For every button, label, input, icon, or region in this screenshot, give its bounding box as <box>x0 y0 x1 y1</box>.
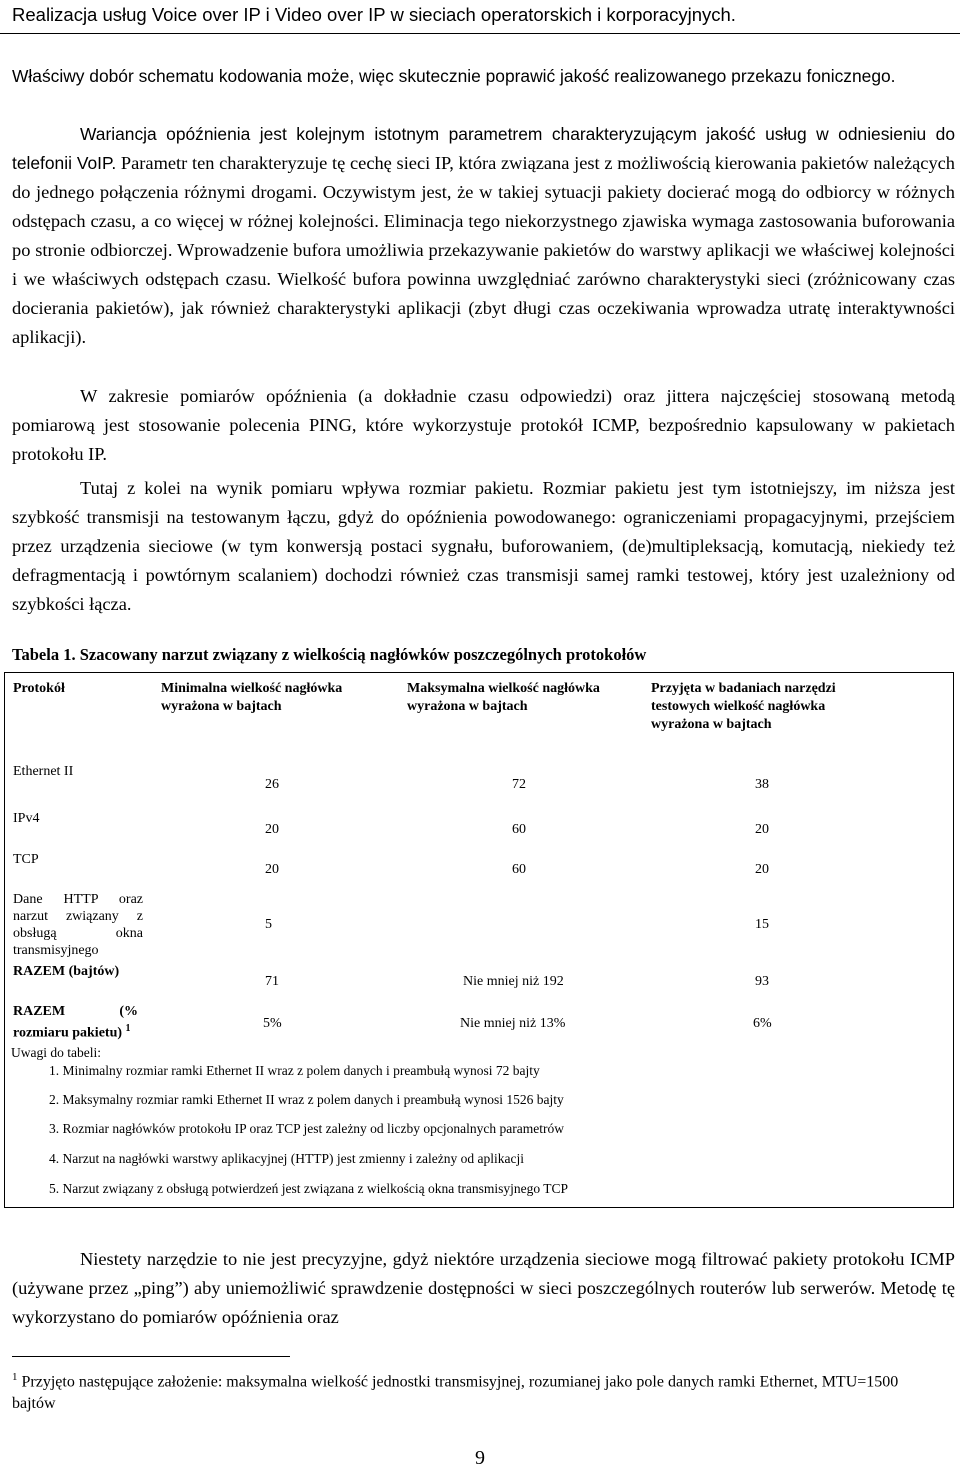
cell-min: 20 <box>265 862 279 877</box>
paragraph-2 <box>12 120 955 352</box>
paragraph-3 <box>12 382 955 469</box>
table-notes-title: Uwagi do tabeli: <box>11 1045 101 1060</box>
paragraph-1 <box>12 62 955 91</box>
cell-min: 5 <box>265 917 272 932</box>
row-label: RAZEM (bajtów) <box>13 964 120 979</box>
running-header <box>0 0 960 34</box>
cell-used: 20 <box>755 862 769 877</box>
footnote-separator <box>12 1356 290 1357</box>
table-note: 2. Maksymalny rozmiar ramki Ethernet II wraz z polem danych i preambułą wynosi 1526 bajty <box>49 1092 564 1107</box>
paragraph-2-sans-text: Wariancja opóźnienia jest kolejnym istotnym parametrem charakteryzującym jakość usług w odniesieniu do telefonii VoIP. <box>12 124 955 173</box>
footnote-marker: 1 <box>12 1371 18 1383</box>
running-header-title: Realizacja usług Voice over IP i Video over IP w sieciach operatorskich i korporacyjnych. <box>12 4 736 25</box>
column-header-max: Maksymalna wielkość nagłówka wyrażona w bajtach <box>407 681 600 714</box>
column-header-used: Przyjęta w badaniach narzędzi testowych wielkość nagłówka wyrażona w bajtach <box>651 681 836 732</box>
table-note: 1. Minimalny rozmiar ramki Ethernet II wraz z polem danych i preambułą wynosi 72 bajty <box>49 1063 540 1078</box>
cell-min: 20 <box>265 822 279 837</box>
footnote <box>12 1366 942 1415</box>
cell-used: 20 <box>755 822 769 837</box>
paragraph-4-text: Tutaj z kolei na wynik pomiaru wpływa rozmiar pakietu. Rozmiar pakietu jest tym istotniejszy, im niższa jest szybkość transmisji na testowanym łączu, gdyż do opóźnienia powodowanego: ograniczeniami propagacyjnymi, przejściem przez urządzenia sieciowe (w tym konwersją postaci sygnału, buforowaniem, (de)multipleksacją, komutacją, niekiedy też defragmentacją i powtórnym scalaniem) dochodzi również czas transmisji samej ramki testowej, który jest uzależniony od szybkości łącza. <box>12 478 955 614</box>
row-label: IPv4 <box>13 811 40 826</box>
cell-used: 38 <box>755 777 769 792</box>
header-overhead-table <box>4 672 954 1208</box>
paragraph-5-text: Niestety narzędzie to nie jest precyzyjne, gdyż niektóre urządzenia sieciowe mogą filtrować pakiety protokołu ICMP (używane przez „ping”) aby uniemożliwić sprawdzenie dostępności w sieci poszczególnych routerów lub serwerów. Metodę tę wykorzystano do pomiarów opóźnienia oraz <box>12 1249 955 1327</box>
row-label-sup: 1 <box>125 1023 131 1034</box>
page-number: 9 <box>475 1447 485 1469</box>
paragraph-5 <box>12 1245 955 1332</box>
cell-min: 71 <box>265 974 279 989</box>
cell-max: Nie mniej niż 192 <box>463 974 564 989</box>
cell-max: 72 <box>512 777 526 792</box>
paragraph-4 <box>12 474 955 619</box>
column-header-protocol: Protokół <box>13 681 65 696</box>
column-header-min: Minimalna wielkość nagłówka wyrażona w bajtach <box>161 681 343 714</box>
cell-max: Nie mniej niż 13% <box>460 1016 566 1031</box>
row-label: Dane HTTP oraz narzut związany z obsługą okna transmisyjnego <box>13 892 143 958</box>
row-label-text: RAZEM (% rozmiaru pakietu) <box>13 1004 138 1041</box>
footnote-text: Przyjęto następujące założenie: maksymalna wielkość jednostki transmisyjnej, rozumianej jako pole danych ramki Ethernet, MTU=1500 bajtów <box>12 1373 899 1413</box>
table-note: 5. Narzut związany z obsługą potwierdzeń jest związana z wielkością okna transmisyjnego TCP <box>49 1181 568 1196</box>
cell-min: 5% <box>263 1016 282 1031</box>
cell-max: 60 <box>512 862 526 877</box>
cell-max: 60 <box>512 822 526 837</box>
paragraph-1-text: Właściwy dobór schematu kodowania może, więc skutecznie poprawić jakość realizowanego przekazu fonicznego. <box>12 66 896 86</box>
table-note: 3. Rozmiar nagłówków protokołu IP oraz TCP jest zależny od liczby opcjonalnych parametrów <box>49 1121 564 1136</box>
paragraph-3-text: W zakresie pomiarów opóźnienia (a dokładnie czasu odpowiedzi) oraz jittera najczęściej stosowaną metodą pomiarową jest stosowanie polecenia PING, które wykorzystuje protokół ICMP, bezpośrednio kapsulowany w pakietach protokołu IP. <box>12 386 955 464</box>
cell-min: 26 <box>265 777 279 792</box>
row-label <box>13 1003 138 1042</box>
paragraph-2-serif-text: Parametr ten charakteryzuje tę cechę sieci IP, która związana jest z możliwością kierowania pakietów należących do jednego połączenia różnymi drogami. Oczywistym jest, że w takiej sytuacji pakiety docierać mogą do odbiorcy w różnych odstępach czasu, a co więcej w różnej kolejności. Eliminacja tego niekorzystnego zjawiska wymaga zastosowania buforowania po stronie odbiorczej. Wprowadzenie bufora umożliwia przekazywanie pakietów do warstwy aplikacji we właściwej kolejności i we właściwych odstępach czasu. Wielkość bufora powinna uwzględniać zarówno charakterystyki sieci (zróżnicowany czas docierania pakietów), jak również charakterystyki aplikacji (zbyt długi czas oczekiwania wprowadza utratę interaktywności aplikacji). <box>12 153 955 347</box>
table-note: 4. Narzut na nagłówki warstwy aplikacyjnej (HTTP) jest zmienny i zależny od aplikacji <box>49 1151 524 1166</box>
cell-used: 15 <box>755 917 769 932</box>
table-caption: Tabela 1. Szacowany narzut związany z wielkością nagłówków poszczególnych protokołów <box>12 645 647 664</box>
cell-used: 6% <box>753 1016 772 1031</box>
row-label: TCP <box>13 852 39 867</box>
row-label: Ethernet II <box>13 764 74 779</box>
cell-used: 93 <box>755 974 769 989</box>
